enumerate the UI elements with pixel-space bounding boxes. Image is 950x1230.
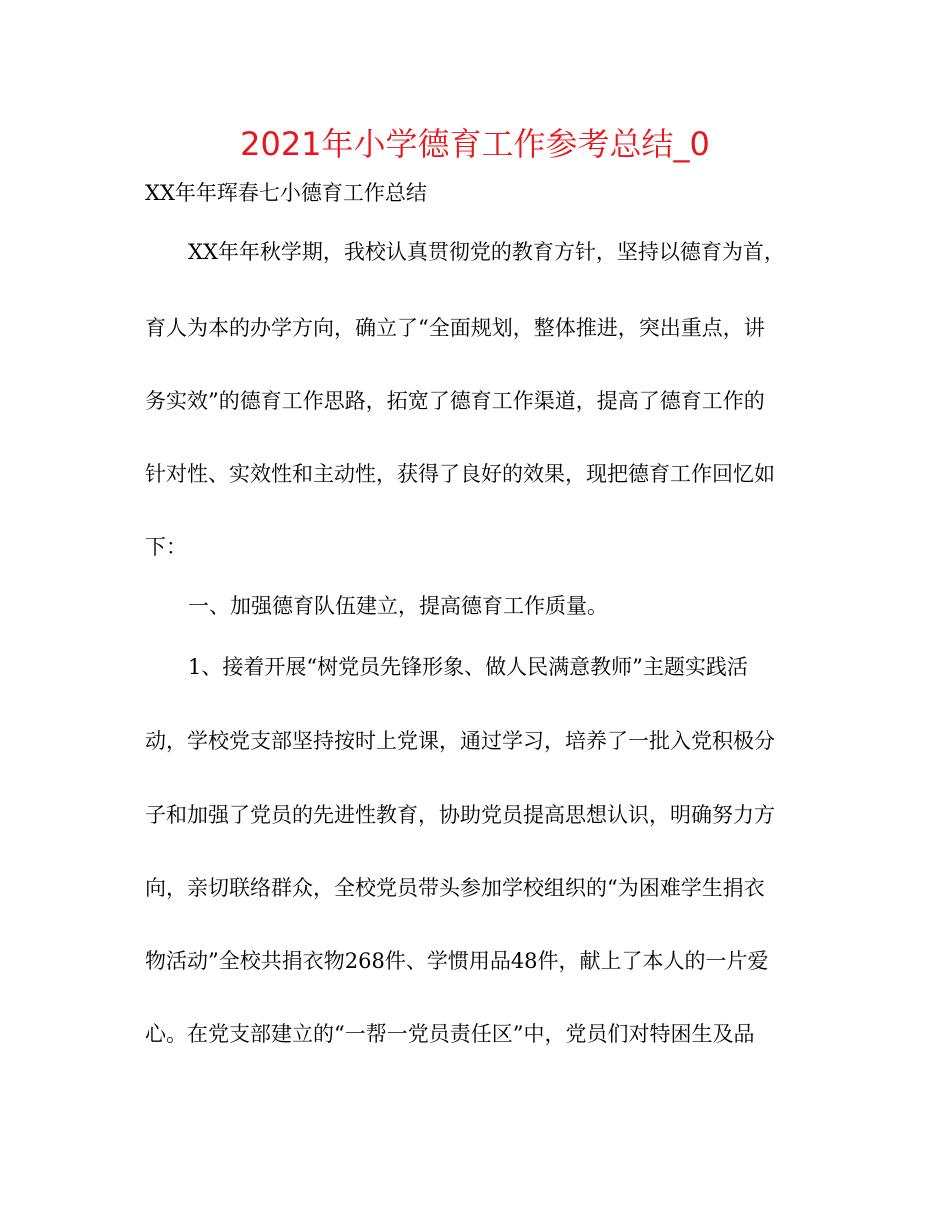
- paragraph-2-line-3: 子和加强了党员的先进性教育，协助党员提高思想认识，明确努力方: [145, 803, 775, 827]
- paragraph-2-line-1: 1、接着开展“树党员先锋形象、做人民满意教师”主题实践活: [188, 655, 748, 679]
- document-title: 2021年小学德育工作参考总结_0: [240, 125, 710, 163]
- document-subtitle: XX年年珲春七小德育工作总结: [145, 181, 427, 205]
- section-heading-1: 一、加强德育队伍建立，提高德育工作质量。: [188, 594, 608, 618]
- paragraph-1-line-1: XX年年秋学期，我校认真贯彻党的教育方针，坚持以德育为首，: [188, 240, 785, 264]
- paragraph-2-line-2: 动，学校党支部坚持按时上党课，通过学习，培养了一批入党积极分: [145, 729, 775, 753]
- paragraph-2-line-4: 向，亲切联络群众，全校党员带头参加学校组织的“为困难学生捐衣: [145, 876, 765, 900]
- paragraph-2-line-5: 物活动”全校共捐衣物268件、学惯用品48件，献上了本人的一片爱: [145, 949, 769, 973]
- paragraph-1-line-3: 务实效”的德育工作思路，拓宽了德育工作渠道，提高了德育工作的: [145, 389, 765, 413]
- paragraph-1-line-5: 下：: [145, 535, 187, 559]
- paragraph-1-line-4: 针对性、实效性和主动性，获得了良好的效果，现把德育工作回忆如: [145, 462, 775, 486]
- paragraph-2-line-6: 心。在党支部建立的“一帮一党员责任区”中，党员们对特困生及品: [145, 1022, 755, 1046]
- paragraph-1-line-2: 育人为本的办学方向，确立了“全面规划，整体推进，突出重点，讲: [145, 316, 765, 340]
